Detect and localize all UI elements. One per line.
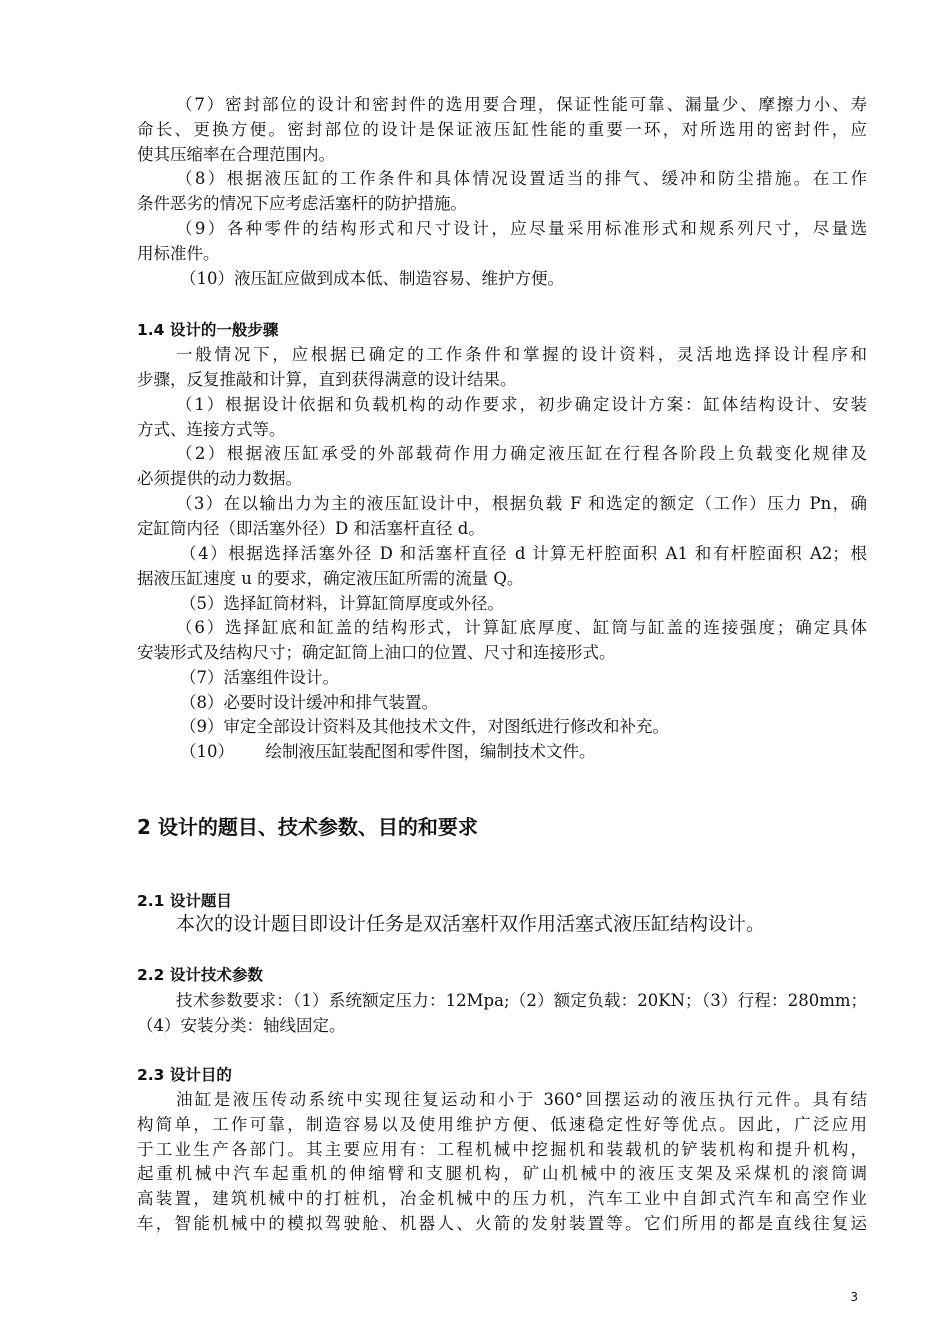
- paragraph-line: （7）密封部位的设计和密封件的选用要合理，保证性能可靠、漏量少、摩擦力小、寿: [176, 95, 867, 114]
- section-heading: 2.3 设计目的: [137, 1066, 232, 1084]
- paragraph-line: （3）在以输出力为主的液压缸设计中，根据负载 F 和选定的额定（工作）压力 Pn，确: [176, 494, 867, 513]
- page-number: 3: [850, 1290, 858, 1304]
- paragraph-line: 使其压缩率在合理范围内。: [137, 145, 335, 164]
- paragraph-line: 安装形式及结构尺寸；确定缸筒上油口的位置、尺寸和连接形式。: [137, 643, 616, 662]
- paragraph-line: 起重机械中汽车起重机的伸缩臂和支腿机构，矿山机械中的液压支架及采煤机的滚筒调: [137, 1164, 867, 1183]
- chapter-heading: 2 设计的题目、技术参数、目的和要求: [137, 815, 478, 839]
- paragraph-line: 步骤，反复推敲和计算，直到获得满意的设计结果。: [137, 370, 517, 389]
- paragraph-line: （9）各种零件的结构形式和尺寸设计，应尽量采用标准形式和规系列尺寸，尽量选: [176, 219, 867, 238]
- paragraph-line: 技术参数要求：（1）系统额定压力：12Mpa;（2）额定负载：20KN；（3）行程：280mm；: [176, 991, 867, 1010]
- paragraph-line: （1）根据设计依据和负载机构的动作要求，初步确定设计方案：缸体结构设计、安装: [176, 395, 867, 414]
- paragraph-line: （10）液压缸应做到成本低、制造容易、维护方便。: [180, 269, 564, 288]
- paragraph-line: 必须提供的动力数据。: [137, 469, 302, 488]
- paragraph-line: 定缸筒内径（即活塞外径）D 和活塞杆直径 d。: [137, 519, 485, 538]
- paragraph-line: （9）审定全部设计资料及其他技术文件，对图纸进行修改和补充。: [180, 717, 669, 736]
- section-heading: 2.1 设计题目: [137, 892, 232, 910]
- paragraph-line: （8）必要时设计缓冲和排气装置。: [180, 693, 438, 712]
- paragraph-line: （8）根据液压缸的工作条件和具体情况设置适当的排气、缓冲和防尘措施。在工作: [176, 169, 867, 188]
- paragraph-line: 用标准件。: [137, 244, 220, 263]
- paragraph-line: 据液压缸速度 u 的要求，确定液压缸所需的流量 Q。: [137, 569, 524, 588]
- paragraph-line: 构简单，工作可靠，制造容易以及使用维护方便、低速稳定性好等优点。因此，广泛应用: [137, 1115, 867, 1134]
- paragraph-line: 命长、更换方便。密封部位的设计是保证液压缸性能的重要一环，对所选用的密封件，应: [137, 120, 867, 139]
- section-heading: 1.4 设计的一般步骤: [137, 321, 279, 339]
- paragraph-line: 车，智能机械中的模拟驾驶舱、机器人、火箭的发射装置等。它们所用的都是直线往复运: [137, 1214, 867, 1233]
- paragraph-line: 条件恶劣的情况下应考虑活塞杆的防护措施。: [137, 194, 467, 213]
- paragraph-line: 油缸是液压传动系统中实现往复运动和小于 360°回摆运动的液压执行元件。具有结: [176, 1090, 867, 1109]
- paragraph-line: （2）根据液压缸承受的外部载荷作用力确定液压缸在行程各阶段上负载变化规律及: [176, 444, 867, 463]
- section-heading: 2.2 设计技术参数: [137, 966, 263, 984]
- paragraph-line: 高装置，建筑机械中的打桩机，冶金机械中的压力机，汽车工业中自卸式汽车和高空作业: [137, 1189, 867, 1208]
- paragraph-line: （4）根据选择活塞外径 D 和活塞杆直径 d 计算无杆腔面积 A1 和有杆腔面积 A2；根: [180, 544, 867, 563]
- paragraph-line: 于工业生产各部门。其主要应用有：工程机械中挖掘机和装载机的铲装机构和提升机构，: [137, 1140, 867, 1159]
- paragraph-line: （4）安装分类：轴线固定。: [137, 1016, 346, 1035]
- paragraph-line: （6）选择缸底和缸盖的结构形式，计算缸底厚度、缸筒与缸盖的连接强度；确定具体: [176, 618, 867, 637]
- paragraph-line: （7）活塞组件设计。: [180, 668, 339, 687]
- paragraph-line: 一般情况下，应根据已确定的工作条件和掌握的设计资料，灵活地选择设计程序和: [176, 345, 867, 364]
- paragraph-line: 方式、连接方式等。: [137, 420, 286, 439]
- paragraph-line: （5）选择缸筒材料，计算缸筒厚度或外径。: [180, 594, 504, 613]
- paragraph-line: 本次的设计题目即设计任务是双活塞杆双作用活塞式液压缸结构设计。: [176, 913, 766, 935]
- paragraph-line: （10） 绘制液压缸装配图和零件图，编制技术文件。: [180, 742, 596, 761]
